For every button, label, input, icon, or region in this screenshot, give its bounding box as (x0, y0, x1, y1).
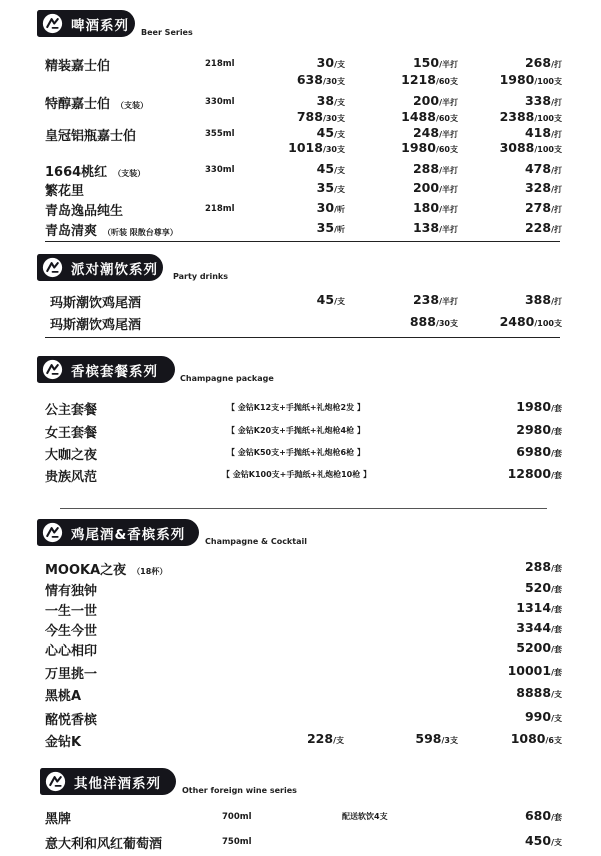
menu-row (0, 292, 601, 310)
price-half-dozen: 200/半打 (412, 93, 458, 108)
section-divider (60, 508, 547, 509)
item-name: 意大利和风红葡萄酒 (45, 837, 163, 852)
menu-row (0, 709, 601, 727)
brand-logo-icon (42, 257, 63, 278)
section-title: 香槟套餐系列 (71, 363, 158, 380)
section-title-pill (37, 10, 135, 37)
section-header-beer (37, 10, 337, 37)
section-divider (45, 337, 560, 338)
item-volume: 330ml (205, 165, 235, 175)
price-single: 35/支 (316, 180, 345, 195)
section-subtitle: Beer Series (141, 28, 193, 37)
menu-row (0, 580, 601, 598)
menu-row (0, 731, 601, 749)
price-dozen: 268/打 (524, 55, 562, 70)
price-set: 288/套 (524, 559, 562, 574)
package-contents: 【 金钻K50支+手抛纸+礼炮枪6枪 】 (227, 448, 365, 457)
brand-logo-icon (42, 13, 63, 34)
menu-row (0, 140, 601, 158)
item-name: 心心相印 (45, 644, 98, 659)
price-bulk-100: 2388/100支 (499, 109, 562, 124)
menu-row (0, 399, 601, 417)
menu-row (0, 833, 601, 851)
item-name: 大咖之夜 (45, 448, 98, 463)
section-subtitle: Champagne package (180, 374, 274, 383)
item-volume: 218ml (205, 59, 235, 69)
menu-row (0, 55, 601, 73)
package-contents: 【 金钻K20支+手抛纸+礼炮枪4枪 】 (227, 426, 365, 435)
price-single: 38/支 (316, 93, 345, 108)
menu-row (0, 466, 601, 484)
menu-row (0, 559, 601, 577)
price-dozen: 388/打 (524, 292, 562, 307)
item-name: 万里挑一 (45, 667, 98, 682)
item-tag: （听装 限散台尊享） (103, 228, 178, 237)
item-volume: 330ml (205, 97, 235, 107)
item-name: 青岛逸品纯生 (45, 204, 124, 219)
item-tag: （支装） (116, 101, 149, 110)
price-set: 520/套 (524, 580, 562, 595)
price-half-dozen: 150/半打 (412, 55, 458, 70)
price-single: 30/支 (316, 55, 345, 70)
price-set: 680/套 (524, 808, 562, 823)
price-dozen: 328/打 (524, 180, 562, 195)
menu-row (0, 72, 601, 90)
price-single: 45/支 (316, 125, 345, 140)
item-tag: （支装） (113, 169, 146, 178)
section-title: 啤酒系列 (71, 17, 129, 34)
item-name: 女王套餐 (45, 426, 98, 441)
price-dozen: 418/打 (524, 125, 562, 140)
item-name: 玛斯潮饮鸡尾酒 (50, 318, 142, 333)
price-half-dozen: 288/半打 (412, 161, 458, 176)
price-half-dozen: 238/半打 (412, 292, 458, 307)
menu-row (0, 444, 601, 462)
price-6-pack: 1080/6支 (510, 731, 562, 746)
package-contents: 【 金钻K100支+手抛纸+礼炮枪10枪 】 (222, 470, 372, 479)
menu-row (0, 600, 601, 618)
brand-logo-icon (45, 771, 66, 792)
section-subtitle: Champagne & Cocktail (205, 537, 307, 546)
price-single: 45/支 (316, 292, 345, 307)
item-volume: 750ml (222, 837, 252, 847)
price-dozen: 228/打 (524, 220, 562, 235)
price-half-dozen: 200/半打 (412, 180, 458, 195)
price-bulk-60: 1488/60支 (401, 109, 458, 124)
section-header-party (37, 254, 337, 281)
menu-row (0, 663, 601, 681)
section-title-pill (40, 768, 176, 795)
price-bulk-100: 1980/100支 (499, 72, 562, 87)
price-single: 30/听 (316, 200, 345, 215)
section-subtitle: Party drinks (173, 272, 229, 281)
section-title: 其他洋酒系列 (74, 775, 161, 792)
section-title: 派对潮饮系列 (71, 261, 158, 278)
item-name: 一生一世 (45, 604, 98, 619)
item-name: 皇冠铝瓶嘉士伯 (45, 129, 137, 144)
package-contents: 配送软饮4支 (342, 812, 388, 821)
menu-row (0, 314, 601, 332)
price-bulk-30: 888/30支 (409, 314, 458, 329)
item-name: 黑牌 (45, 812, 72, 827)
section-title: 鸡尾酒&香槟系列 (71, 526, 186, 543)
item-name: 精装嘉士伯 (45, 59, 111, 74)
item-name: 贵族风范 (45, 470, 98, 485)
item-volume: 355ml (205, 129, 235, 139)
menu-row (0, 808, 601, 826)
item-name: 特醇嘉士伯 （支装） (45, 97, 149, 112)
item-name: 青岛清爽 （听装 限散台尊享） (45, 224, 178, 239)
price-half-dozen: 180/半打 (412, 200, 458, 215)
price-dozen: 478/打 (524, 161, 562, 176)
section-title-pill (37, 356, 175, 383)
section-header-cocktail (37, 519, 367, 546)
item-name: 黑桃A (45, 689, 82, 704)
menu-row (0, 620, 601, 638)
menu-row (0, 685, 601, 703)
price-bulk-30: 638/30支 (296, 72, 345, 87)
price-set: 10001/套 (507, 663, 562, 678)
item-name: 酩悦香槟 (45, 713, 98, 728)
price-set: 12800/套 (507, 466, 562, 481)
price-single: 228/支 (306, 731, 344, 746)
price-set: 1314/套 (516, 600, 562, 615)
price-dozen: 338/打 (524, 93, 562, 108)
price-single: 45/支 (316, 161, 345, 176)
price-set: 5200/套 (516, 640, 562, 655)
price-set: 6980/套 (516, 444, 562, 459)
menu-row (0, 640, 601, 658)
brand-logo-icon (42, 522, 63, 543)
price-half-dozen: 248/半打 (412, 125, 458, 140)
brand-logo-icon (42, 359, 63, 380)
price-bulk-30: 788/30支 (296, 109, 345, 124)
price-3-pack: 598/3支 (415, 731, 458, 746)
price-set: 3344/套 (516, 620, 562, 635)
item-name: 公主套餐 (45, 403, 98, 418)
menu-row (0, 161, 601, 179)
price-dozen: 278/打 (524, 200, 562, 215)
section-header-champagne (37, 356, 367, 383)
price-bulk-100: 2480/100支 (499, 314, 562, 329)
item-name: 玛斯潮饮鸡尾酒 (50, 296, 142, 311)
price-bulk-60: 1980/60支 (401, 140, 458, 155)
menu-row (0, 220, 601, 238)
price-set: 1980/套 (516, 399, 562, 414)
price-bottle: 450/支 (524, 833, 562, 848)
item-name: 金钻K (45, 735, 82, 750)
price-bulk-30: 1018/30支 (288, 140, 345, 155)
item-name: 繁花里 (45, 184, 85, 199)
item-name: 今生今世 (45, 624, 98, 639)
section-title-pill (37, 254, 163, 281)
price-bottle: 990/支 (524, 709, 562, 724)
item-tag: （18杯） (132, 567, 168, 576)
item-volume: 700ml (222, 812, 252, 822)
section-divider (45, 241, 560, 242)
item-volume: 218ml (205, 204, 235, 214)
price-bulk-100: 3088/100支 (499, 140, 562, 155)
menu-row (0, 422, 601, 440)
item-name: MOOKA之夜 （18杯） (45, 563, 168, 578)
price-bottle: 8888/支 (516, 685, 562, 700)
price-set: 2980/套 (516, 422, 562, 437)
price-half-dozen: 138/半打 (412, 220, 458, 235)
item-name: 情有独钟 (45, 584, 98, 599)
price-single: 35/听 (316, 220, 345, 235)
price-bulk-60: 1218/60支 (401, 72, 458, 87)
package-contents: 【 金钻K12支+手抛纸+礼炮枪2发 】 (227, 403, 365, 412)
section-title-pill (37, 519, 199, 546)
item-name: 1664桃红 （支装） (45, 165, 146, 180)
menu-row (0, 200, 601, 218)
menu-row (0, 180, 601, 198)
section-subtitle: Other foreign wine series (182, 786, 297, 795)
section-header-foreign (40, 768, 370, 795)
